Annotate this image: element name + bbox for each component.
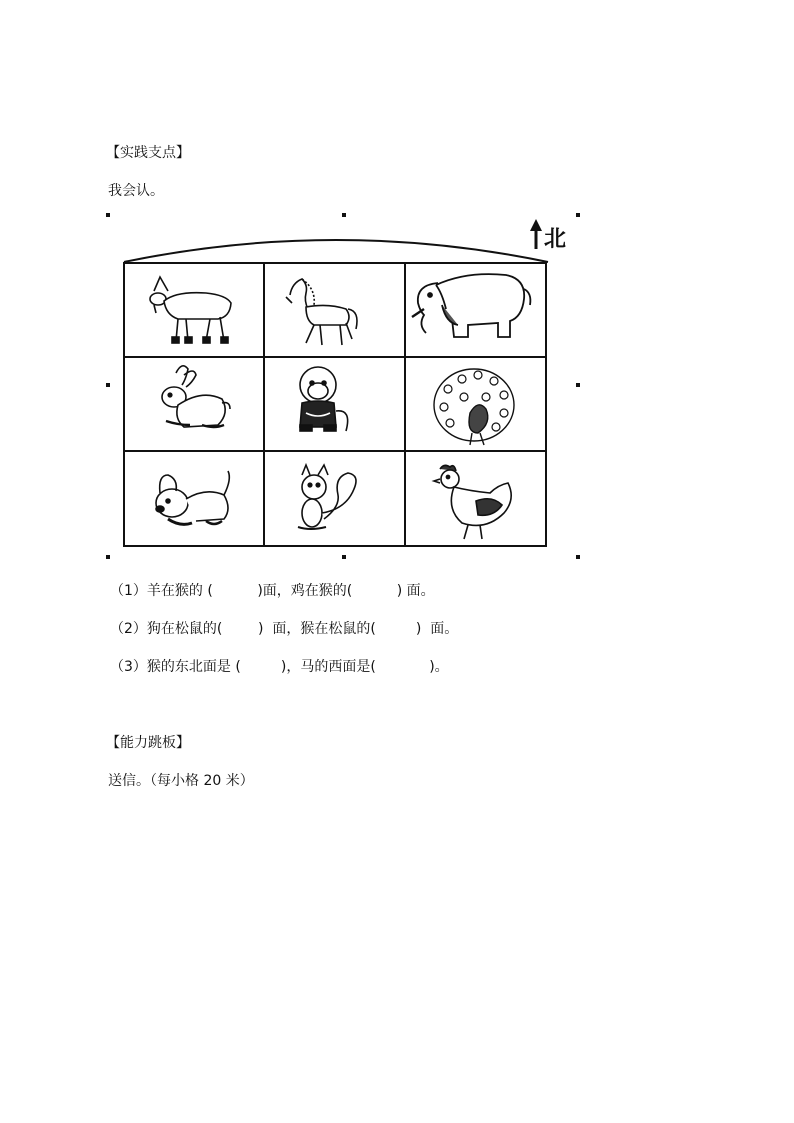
animal-map-svg bbox=[106, 213, 580, 559]
resize-handle bbox=[106, 555, 110, 559]
instruction-text-2: 送信。（每小格 20 米） bbox=[108, 773, 254, 789]
resize-handle bbox=[106, 213, 110, 217]
section-heading-ability: 【能力跳板】 bbox=[106, 735, 190, 751]
question-2: （2）狗在松鼠的( ) 面，猴在松鼠的( ) 面。 bbox=[110, 621, 459, 637]
animal-map-figure bbox=[106, 213, 580, 559]
north-arrow-icon bbox=[530, 219, 542, 249]
horse-icon bbox=[286, 279, 357, 345]
rabbit-icon bbox=[162, 366, 230, 427]
goat-icon bbox=[150, 277, 231, 343]
peacock-icon bbox=[434, 369, 514, 445]
section-heading-practice: 【实践支点】 bbox=[106, 145, 190, 161]
roof-arc bbox=[124, 240, 548, 262]
resize-handle bbox=[342, 555, 346, 559]
chicken-icon bbox=[434, 465, 511, 539]
resize-handle bbox=[342, 213, 346, 217]
north-label: 北 bbox=[544, 227, 567, 252]
monkey-icon bbox=[300, 367, 348, 431]
resize-handle bbox=[576, 213, 580, 217]
resize-handle bbox=[576, 383, 580, 387]
dog-icon bbox=[156, 471, 229, 524]
question-3: （3）猴的东北面是 ( )，马的西面是( )。 bbox=[110, 659, 449, 675]
elephant-icon bbox=[412, 274, 530, 337]
resize-handle bbox=[576, 555, 580, 559]
resize-handle bbox=[106, 383, 110, 387]
squirrel-icon bbox=[298, 465, 356, 529]
question-1: （1）羊在猴的 ( )面，鸡在猴的( ) 面。 bbox=[110, 583, 435, 599]
instruction-text: 我会认。 bbox=[108, 183, 164, 199]
